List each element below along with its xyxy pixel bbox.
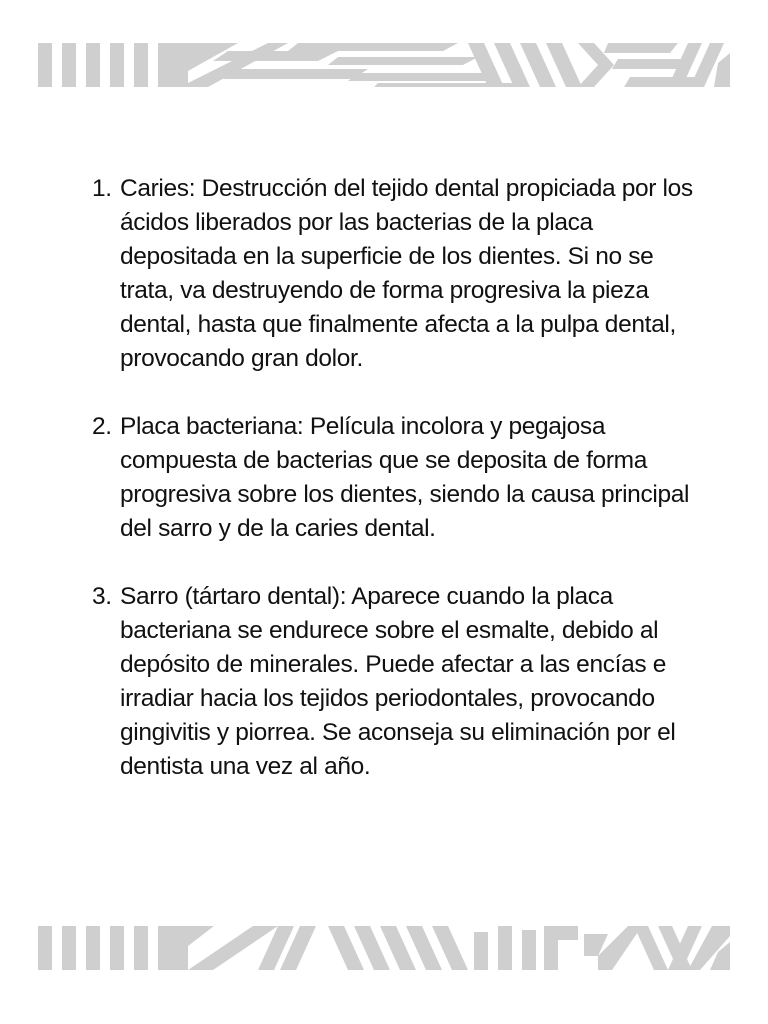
item-number: 1. — [92, 175, 112, 202]
list-item — [92, 410, 712, 546]
item-text: Caries: Destrucción del tejido dental propiciada por los ácidos liberados por las bacterias de la placa depositada en la superficie de los dientes. Si no se trata, va destruyendo de forma progresiva la pieza dental, hasta que finalmente afecta a la pulpa dental, provocando gran dolor. — [120, 175, 693, 372]
list-item — [92, 580, 712, 784]
stripe-pattern-icon — [38, 43, 730, 87]
list-item — [92, 172, 712, 376]
item-number: 3. — [92, 583, 112, 610]
stripe-pattern-icon — [38, 926, 730, 970]
top-stripe-banner — [38, 43, 730, 87]
item-text: Placa bacteriana: Película incolora y pegajosa compuesta de bacterias que se deposita de forma progresiva sobre los dientes, siendo la causa principal del sarro y de la caries dental. — [120, 413, 690, 542]
item-text: Sarro (tártaro dental): Aparece cuando la placa bacteriana se endurece sobre el esmalte, debido al depósito de minerales. Puede afectar a las encías e irradiar hacia los tejidos periodontales, provocando gingivitis y piorrea. Se aconseja su eliminación por el dentista una vez al año. — [120, 583, 676, 780]
numbered-list — [92, 172, 712, 818]
bottom-stripe-banner — [38, 926, 730, 970]
item-number: 2. — [92, 413, 112, 440]
